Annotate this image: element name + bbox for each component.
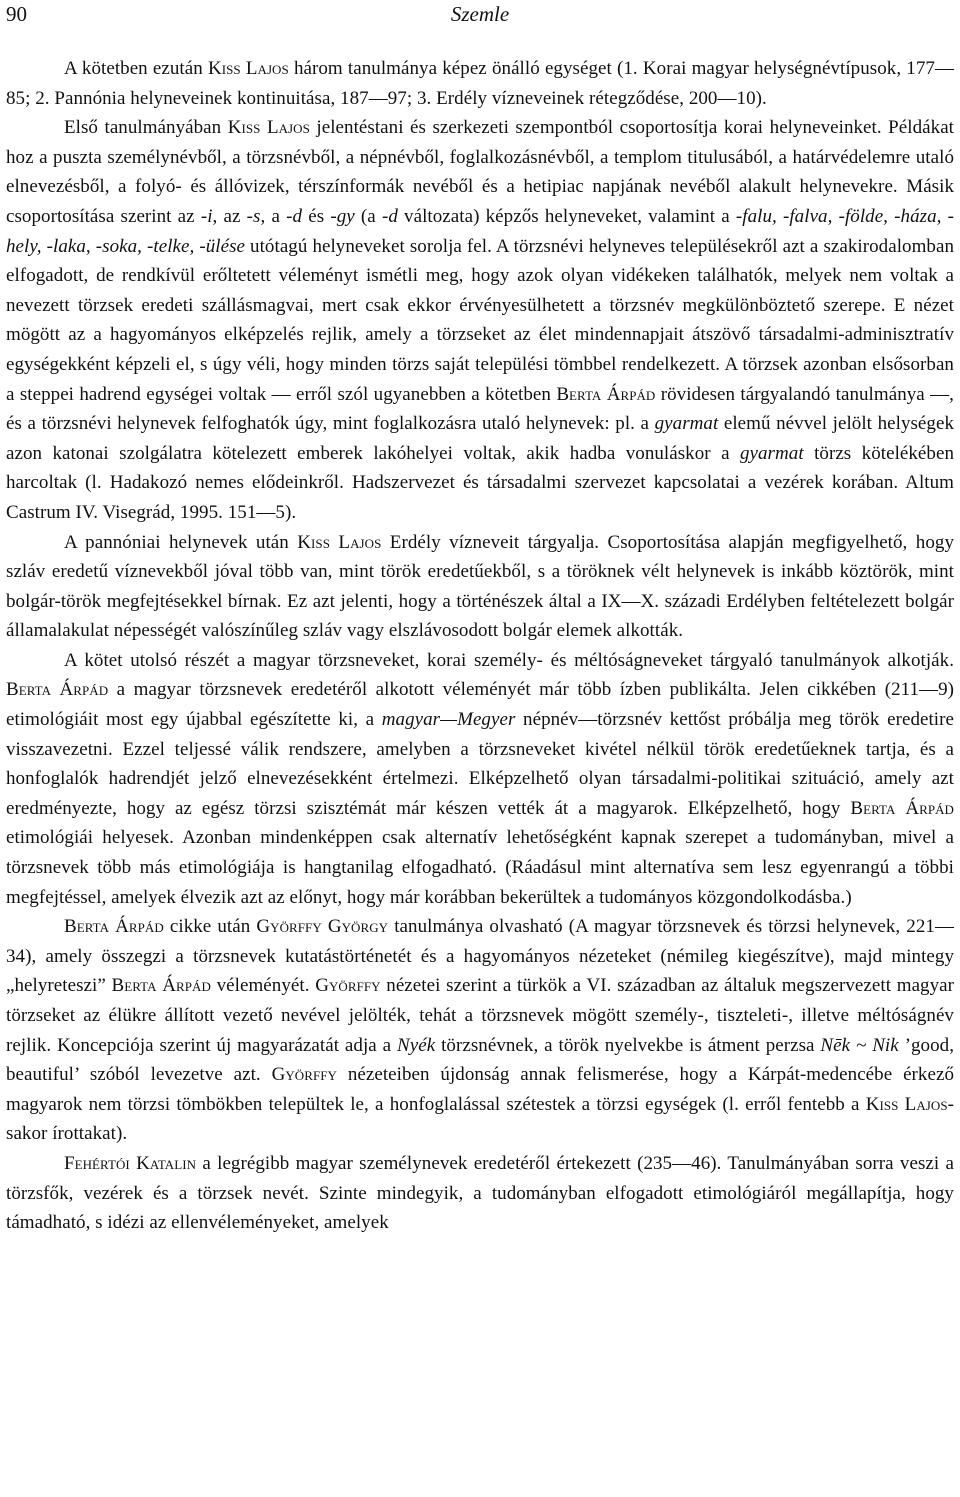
text-run: ’good, beautiful’ szóból levezetve azt. (6, 1034, 955, 1086)
italic-term: -s (246, 205, 261, 227)
italic-term: -d (381, 205, 398, 227)
text-run: utótagú helyneveket sorolja fel. A törzsnévi helyneves településekről azt a szakirodalomban elfogadott, de rendkívül erőltetett véleményt ismétli meg, hogy azok olyan vidékeken találhatók, melyek nem voltak a nevezett törzsek eredeti szállásmagvai, mert csak ekkor érvényesülhetett a törzsnév megkülönböztető szerepe. E nézet mögött az a hagyományos elképzelés rejlik, amely a törzseket az élet mindennapjait átszövő társadalmi-adminisztratív egységekként képzeli el, s úgy véli, hogy minden törzs saját települési tömbbel rendelkezett. A törzsek azonban elsősorban a steppei hadrend egységei voltak — erről szól ugyanebben a kötetben (6, 235, 954, 405)
paragraph (6, 646, 954, 912)
italic-term: Nēk ~ Nik (820, 1034, 899, 1056)
italic-term: -falu, -falva, -földe, -háza, -hely, -laka, -soka, -telke, -ülése (6, 205, 954, 257)
author-name: Berta Árpád (111, 975, 211, 997)
text-run: véleményét. (210, 975, 316, 997)
italic-term: gyarmat (654, 413, 719, 435)
text-run: népnév—törzsnév kettőst próbálja meg török eredetire visszavezetni. Ezzel teljessé válik rendszere, amelyben a törzsneveket kivétel nélkül török eredetűeknek tartja, és a honfoglalók hadrendjét jelző elnevezésekként értelmezi. Elképzelhető olyan társadalmi-politikai szituáció, amely azt eredményezte, hogy az egész törzsi szisztémát már készen vették át a magyarok. Elképzelhető, hogy (6, 709, 954, 819)
text-run: nézeteiben újdonság annak felismerése, hogy a Kárpát-medencébe érkező magyarok nem törzsi tömbökben települtek le, a honfoglalással szétestek a törzsi egységek (l. erről fentebb a (6, 1064, 954, 1115)
text-run: jelentéstani és szerkezeti szempontból csoportosítja korai helyneveinket. Példákat hoz a puszta személynévből, a törzsnévből, a népnévből, foglalkozásnévből, a templom titulusából, a határvédelemre utaló elnevezésből, a folyó- és állóvizek, térszínformák nevéből és a hetipiac napjának nevéből alakult helynevekre. Másik csoportosítása szerint az (6, 117, 954, 227)
text-run: etimológiái helyesek. Azonban mindenképpen csak alternatív lehetőségként kapnak szerepet a tudományban, mivel a törzsnevek több más etimológiája is hangtanilag elfogadható. (Ráadásul mint alternatíva sem lesz egyenrangú a többi megfejtéssel, amelyek élvezik azt az előnyt, hogy már korábban bekerültek a tudományos közgondolkodásba.) (6, 827, 954, 908)
author-name: Kiss Lajos (227, 117, 310, 139)
text-run: és (302, 205, 331, 227)
text-run: elemű névvel jelölt helységek azon katonai szolgálatra kötelezett emberek lakóhelyei voltak, akik hadba vonuláskor a (6, 413, 954, 464)
text-run: A kötet utolsó részét a magyar törzsneveket, korai személy- és méltóságneveket tárgyaló tanulmányok alkotják. (64, 649, 954, 671)
author-name: Kiss Lajos (207, 58, 289, 79)
author-name: Kiss Lajos (297, 531, 382, 553)
text-run: A kötetben ezután (64, 58, 208, 79)
text-run: nézetei szerint a türkök a VI. században az általuk megszervezett magyar törzseket az élükre állított vezető nevével jelölték, tehát a törzsnevek mögött személy-, tiszteleti-, illetve méltóságnév rejlik. Koncepciója szerint új magyarázatát adja a (6, 975, 955, 1056)
page-header (6, 0, 954, 32)
author-name: Györffy (315, 975, 381, 997)
body-text (6, 54, 954, 1238)
italic-term: -i (200, 205, 213, 227)
text-run: törzsnévnek, a török nyelvekbe is átment perzsa (435, 1034, 821, 1056)
author-name: Berta Árpád (6, 679, 109, 701)
italic-term: gyarmat (739, 442, 804, 464)
author-name: Kiss Lajos (865, 1093, 948, 1115)
italic-term: magyar—Megyer (381, 709, 516, 731)
paragraph (6, 113, 954, 527)
running-title: Szemle (450, 2, 510, 26)
text-run: változata) képzős helyneveket, valamint a (397, 205, 736, 227)
text-run: tanulmánya olvasható (A magyar törzsnevek és törzsi helynevek, 221—34), amely összegzi a törzsnevek kutatástörténetét és a hagyományos nézeteket (némileg kiegészítve), majd mintegy „helyreteszi” (6, 916, 954, 997)
author-name: Berta Árpád (850, 797, 954, 819)
text-run: rövidesen tárgyalandó tanulmánya —, és a törzsnévi helynevek felfoghatók úgy, mint foglalkozásra utaló helynevek: pl. a (6, 383, 954, 435)
italic-term: -gy (330, 205, 355, 227)
text-run: Erdély vízneveit tárgyalja. Csoportosítása alapján megfigyelhető, hogy szláv eredetű víznevekből jóval több van, mint török eredetűekből, s a töröknek vélt helynevek is inkább köztörök, mint bolgár-török megfejtésekkel bírnak. Ez azt jelenti, hogy a történészek által a IX—X. századi Erdélyben feltételezett bolgár államalakulat népességét valószínűleg szláv vagy elszlávosodott bolgár elemek alkották. (6, 531, 954, 642)
author-name: Berta Árpád (556, 383, 656, 405)
text-run: -sakor írottakat). (6, 1093, 954, 1145)
author-name: Györffy (271, 1064, 337, 1086)
text-run: három tanulmánya képez önálló egységet (1. Korai magyar helységnévtípusok, 177—85; 2. Pannónia helyneveinek kontinuitása, 187—97; 3. Erdély vízneveinek rétegződése, 200—10). (6, 58, 954, 109)
page-number: 90 (6, 2, 27, 26)
text-run: a legrégibb magyar személynevek eredetéről értekezett (235—46). Tanulmányában sorra veszi a törzsfők, vezérek és a törzsek nevét. Szinte mindegyik, a tudományban elfogadott etimológiáról megállapítja, hogy támadható, s idézi az ellenvéleményeket, amelyek (6, 1152, 954, 1234)
text-run: Első tanulmányában (64, 117, 228, 139)
paragraph (6, 528, 954, 646)
italic-term: Nyék (397, 1034, 436, 1056)
text-run: , az (212, 205, 247, 227)
text-run: a magyar törzsnevek eredetéről alkotott véleményét már több ízben publikálta. Jelen cikkében (211—9) etimológiáit most egy újabbal egészítette ki, a (6, 679, 954, 731)
author-name: Györffy György (256, 916, 389, 938)
text-run: törzs kötelékében harcoltak (l. Hadakozó nemes elődeinkről. Hadszervezet és társadalmi szervezet kapcsolatai a vezérek korában. Altum Castrum IV. Visegrád, 1995. 151—5). (6, 442, 954, 523)
paragraph (6, 1149, 954, 1238)
italic-term: -d (286, 205, 303, 227)
text-run: , a (260, 205, 287, 227)
author-name: Berta Árpád (64, 916, 164, 938)
text-run: A pannóniai helynevek után (64, 531, 298, 553)
text-run: cikke után (163, 916, 257, 938)
text-run: (a (354, 205, 382, 227)
paragraph (6, 912, 954, 1149)
author-name: Fehértói Katalin (64, 1152, 197, 1174)
paragraph (6, 54, 954, 113)
